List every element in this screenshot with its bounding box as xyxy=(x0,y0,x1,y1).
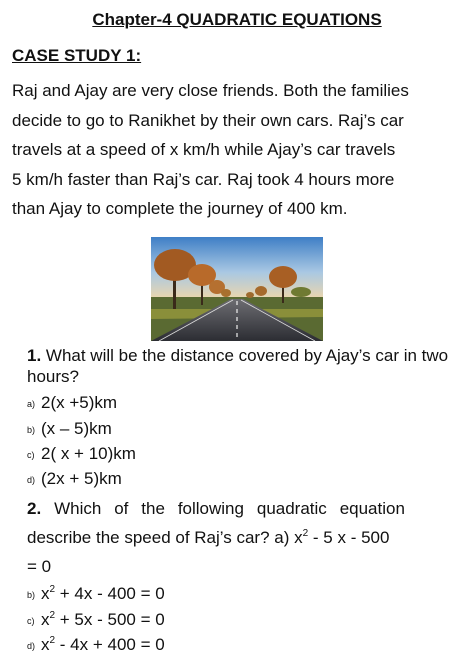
question-line xyxy=(27,523,467,552)
question-line: = 0 xyxy=(27,557,52,576)
case-study-heading: CASE STUDY 1: xyxy=(12,46,142,65)
option-text: + 4x - 400 = 0 xyxy=(55,584,165,603)
q2-option-d xyxy=(27,635,165,655)
exponent: 2 xyxy=(49,610,56,621)
option-text: + 5x - 500 = 0 xyxy=(55,610,165,629)
q1-option-d xyxy=(27,469,122,489)
question-word: the xyxy=(141,499,165,518)
paragraph-line: Raj and Ajay are very close friends. Both the families xyxy=(12,81,409,100)
question-text: - 5 x - 500 xyxy=(308,528,390,547)
question-text: What will be the distance covered by Ajay’s car in two hours? xyxy=(27,346,449,386)
option-label: b) xyxy=(27,425,36,435)
paragraph-line: travels at a speed of x km/h while Ajay’s car travels xyxy=(12,140,396,159)
case-study-paragraph xyxy=(12,76,464,224)
option-label: b) xyxy=(27,590,36,600)
paragraph-line: decide to go to Ranikhet by their own cars. Raj’s car xyxy=(12,110,404,130)
exponent: 2 xyxy=(49,584,56,595)
exponent: 2 xyxy=(302,528,309,539)
question-word: equation xyxy=(339,499,405,518)
exponent: 2 xyxy=(49,635,56,646)
q2-option-b xyxy=(27,584,165,604)
option-label: d) xyxy=(27,641,36,651)
option-text: x xyxy=(41,610,50,629)
paragraph-line: than Ajay to complete the journey of 400 km. xyxy=(12,199,348,218)
page-title: Chapter-4 QUADRATIC EQUATIONS xyxy=(92,10,382,29)
question-number: 1. xyxy=(27,346,42,365)
option-label: a) xyxy=(27,399,36,409)
question-word: Which xyxy=(54,499,102,518)
option-label: c) xyxy=(27,450,35,460)
question-word: of xyxy=(114,499,129,518)
q1-option-a xyxy=(27,393,117,413)
option-text: 2(x +5)km xyxy=(41,393,118,412)
question-number: 2. xyxy=(27,499,42,518)
question-1 xyxy=(27,345,467,387)
q2-option-c xyxy=(27,610,165,630)
question-word: quadratic xyxy=(256,499,327,518)
paragraph-line: 5 km/h faster than Raj’s car. Raj took 4 hours more xyxy=(12,169,395,189)
road-photo xyxy=(151,237,323,341)
option-text: x xyxy=(41,635,50,654)
question-2 xyxy=(27,494,467,581)
option-label: d) xyxy=(27,475,36,485)
option-label: c) xyxy=(27,616,35,626)
option-text: (2x + 5)km xyxy=(41,469,122,488)
option-text: x xyxy=(41,584,50,603)
question-line xyxy=(27,494,405,523)
q1-option-c xyxy=(27,444,136,464)
question-word: following xyxy=(177,499,244,518)
q1-option-b xyxy=(27,419,112,439)
option-text: (x – 5)km xyxy=(41,419,112,438)
option-text: - 4x + 400 = 0 xyxy=(55,635,165,654)
question-text: describe the speed of Raj’s car? a) x xyxy=(27,528,303,547)
option-text: 2( x + 10)km xyxy=(41,444,136,463)
